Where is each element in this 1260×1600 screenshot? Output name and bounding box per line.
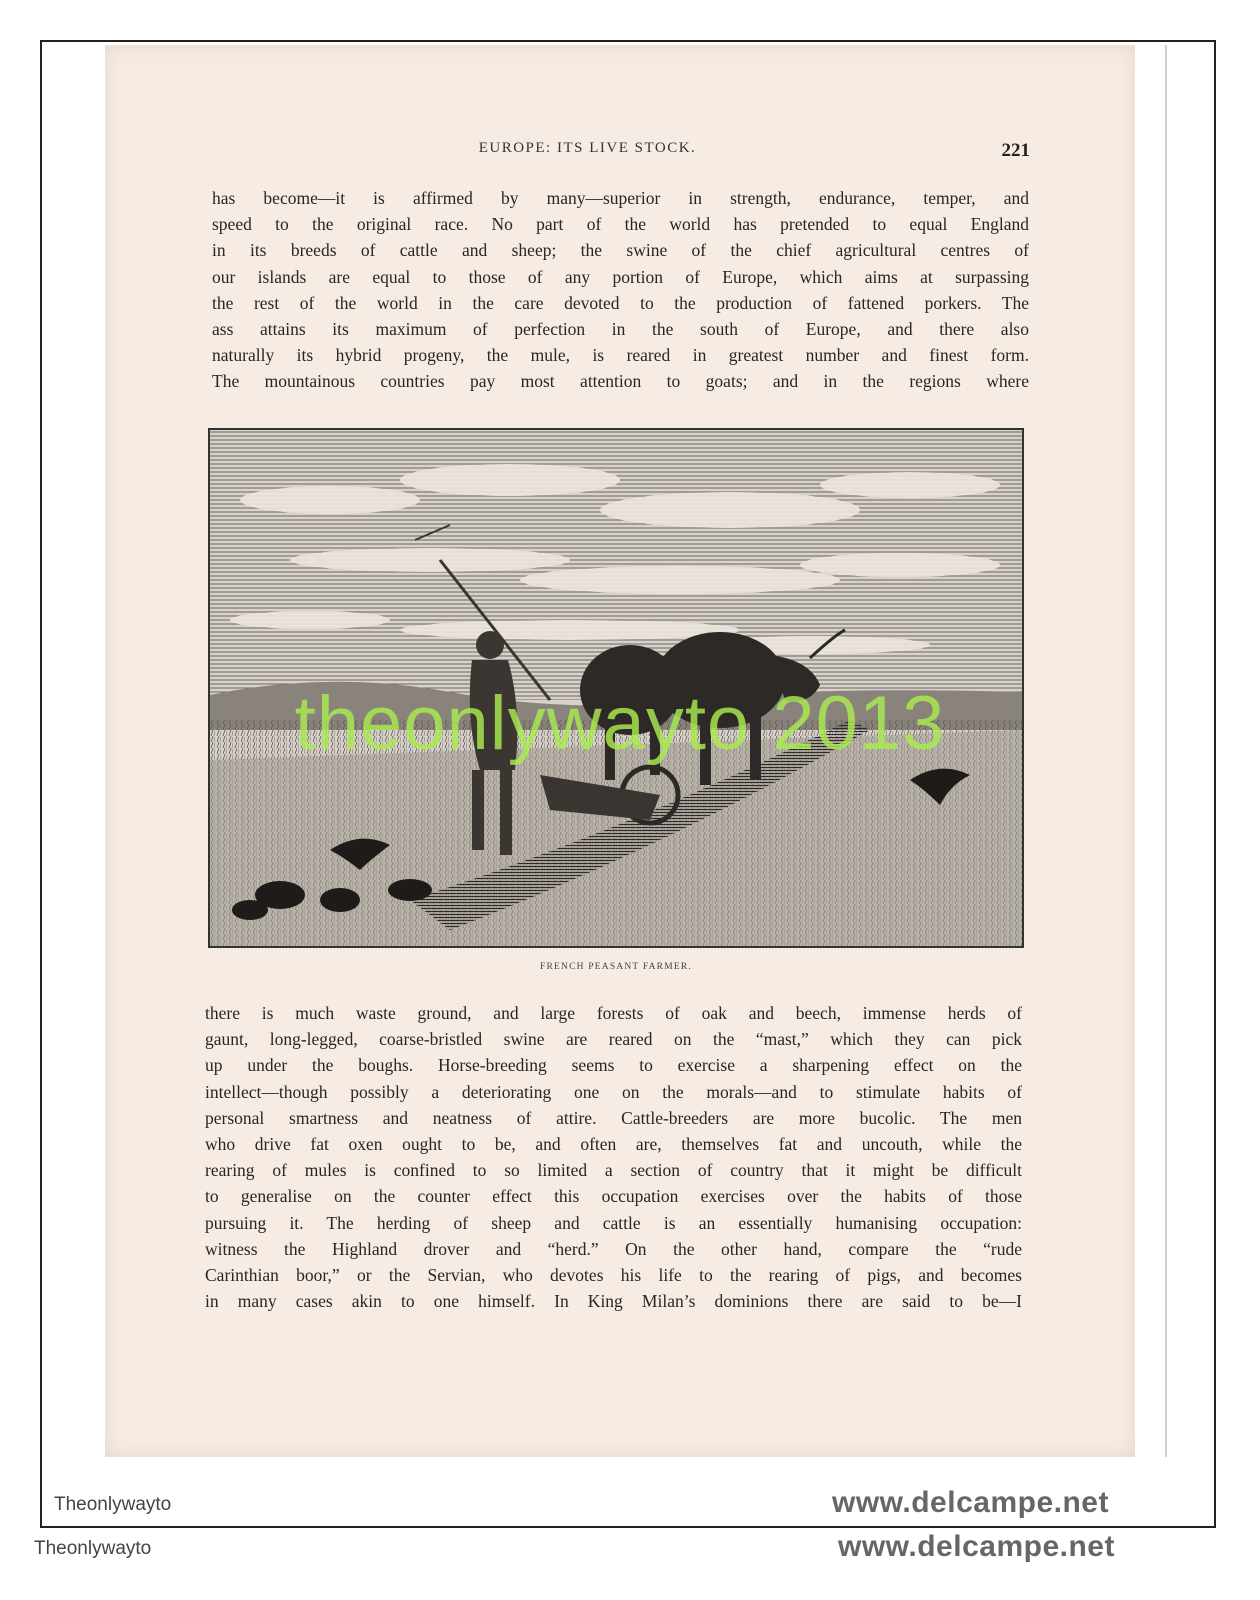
running-title: EUROPE: ITS LIVE STOCK. bbox=[478, 140, 697, 156]
text-line: speed to the original race. No part of the world has pretended to equal England bbox=[212, 214, 1029, 235]
text-line: intellect—though possibly a deteriorating one on the morals—and to stimulate habits of bbox=[205, 1081, 1022, 1102]
text-line: gaunt, long-legged, coarse-bristled swine are reared on the “mast,” which they can pick bbox=[205, 1029, 1022, 1050]
top-paragraph bbox=[212, 185, 1029, 395]
site-link-secondary[interactable]: www.delcampe.net bbox=[838, 1530, 1115, 1563]
text-line: up under the boughs. Horse-breeding seems to exercise a sharpening effect on the bbox=[205, 1055, 1022, 1076]
text-line: to generalise on the counter effect this occupation exercises over the habits of those bbox=[205, 1186, 1022, 1207]
text-line: pursuing it. The herding of sheep and cattle is an essentially humanising occupation: bbox=[205, 1212, 1022, 1233]
text-line: rearing of mules is confined to so limited a section of country that it might be difficult bbox=[205, 1160, 1022, 1181]
text-line: Carinthian boor,” or the Servian, who devotes his life to the rearing of pigs, and becomes bbox=[205, 1265, 1022, 1286]
bottom-paragraph bbox=[205, 1000, 1022, 1314]
text-line: naturally its hybrid progeny, the mule, is reared in greatest number and finest form. bbox=[212, 345, 1029, 366]
text-line: personal smartness and neatness of attire. Cattle-breeders are more bucolic. The men bbox=[205, 1107, 1022, 1128]
text-line: there is much waste ground, and large forests of oak and beech, immense herds of bbox=[205, 1003, 1022, 1023]
seller-name: Theonlywayto bbox=[54, 1494, 172, 1515]
seller-watermark: theonlywayto 2013 bbox=[294, 681, 946, 766]
page-edge bbox=[1165, 45, 1167, 1457]
text-line: in many cases akin to one himself. In King Milan’s dominions there are said to be—I bbox=[205, 1291, 1022, 1312]
text-line: has become—it is affirmed by many—superior in strength, endurance, temper, and bbox=[212, 188, 1029, 208]
page-number: 221 bbox=[1001, 140, 1030, 161]
running-head bbox=[215, 140, 1030, 164]
text-line: our islands are equal to those of any portion of Europe, which aims at surpassing bbox=[212, 266, 1029, 287]
site-link[interactable]: www.delcampe.net bbox=[832, 1486, 1109, 1519]
text-line: witness the Highland drover and “herd.” On the other hand, compare the “rude bbox=[205, 1238, 1022, 1259]
text-line: the rest of the world in the care devoted to the production of fattened porkers. The bbox=[212, 292, 1029, 313]
text-line: ass attains its maximum of perfection in the south of Europe, and there also bbox=[212, 319, 1029, 340]
text-line: The mountainous countries pay most attention to goats; and in the regions where bbox=[212, 371, 1029, 392]
text-line: in its breeds of cattle and sheep; the swine of the chief agricultural centres of bbox=[212, 240, 1029, 261]
seller-name-secondary: Theonlywayto bbox=[34, 1538, 152, 1559]
text-line: who drive fat oxen ought to be, and often are, themselves fat and uncouth, while the bbox=[205, 1134, 1022, 1155]
illustration-caption: FRENCH PEASANT FARMER. bbox=[540, 962, 692, 972]
